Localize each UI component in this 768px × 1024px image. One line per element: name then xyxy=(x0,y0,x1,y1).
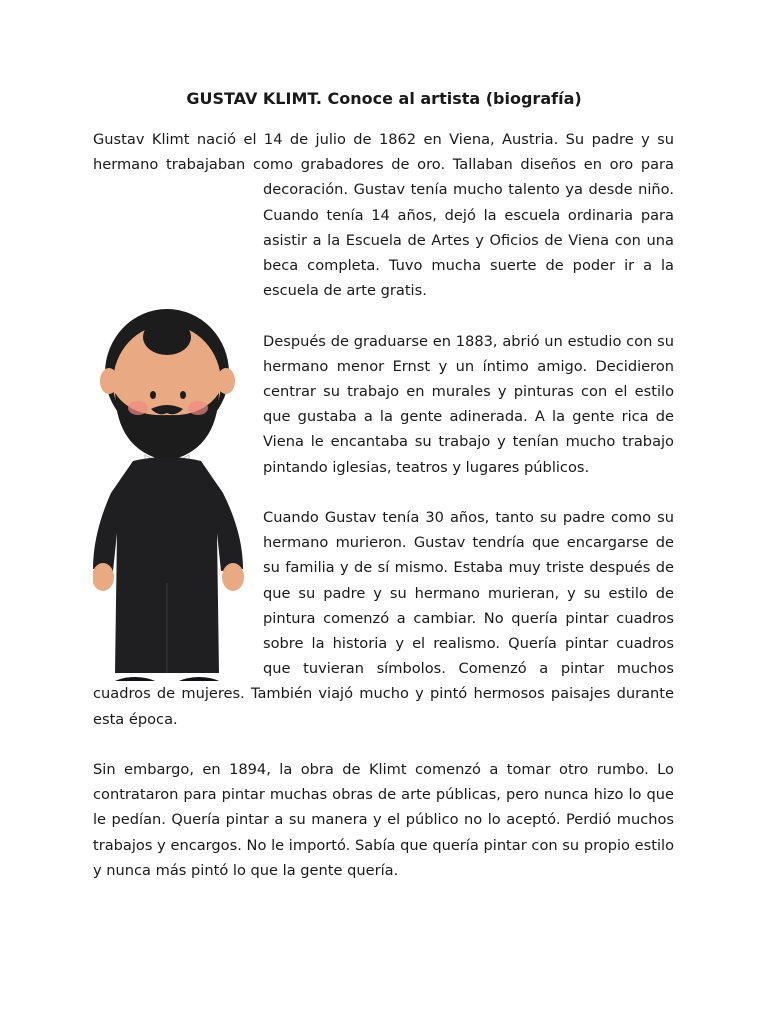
paragraph-1: Gustav Klimt nació el 14 de julio de 1862 en Viena, Austria. Su padre y su hermano trabajaban como grabadores de oro. Tallaban diseños en oro para decoración. Gustav tenía mucho talento ya desde niño. Cuando tenía 14 años, dejó la escuela ordinaria para asistir a la Escuela de Artes y Oficios de Viena con una beca completa. Tuvo mucha suerte de poder ir a la escuela de arte gratis. xyxy=(93,131,674,300)
page-title: GUSTAV KLIMT. Conoce al artista (biografía) xyxy=(186,89,582,108)
klimt-cartoon-figure-icon xyxy=(93,203,263,681)
paragraph-2: Después de graduarse en 1883, abrió un estudio con su hermano menor Ernst y un íntimo amigo. Decidieron centrar su trabajo en murales y pinturas con el estilo que gustaba a la gente adinerada. A la gente rica de Viena le encantaba su trabajo y tenían mucho trabajo pintando iglesias, teatros y lugares públicos. xyxy=(263,332,674,476)
article-body xyxy=(93,127,674,908)
paragraph-4: Sin embargo, en 1894, la obra de Klimt comenzó a tomar otro rumbo. Lo contrataron para pintar muchas obras de arte públicas, pero nunca hizo lo que le pedían. Quería pintar a su manera y el público no lo aceptó. Perdió muchos trabajos y encargos. No le importó. Sabía que quería pintar con su propio estilo y nunca más pintó lo que la gente quería. xyxy=(93,761,674,879)
paragraph-3: Cuando Gustav tenía 30 años, tanto su padre como su hermano murieron. Gustav tendría que encargarse de su familia y de sí mismo. Estaba muy triste después de que su padre y su hermano murieran, y su estilo de pintura comenzó a cambiar. No quería pintar cuadros sobre la historia y el realismo. Quería pintar cuadros que tuvieran símbolos. Comenzó a pintar muchos cuadros de mujeres. También viajó mucho y pintó hermosos paisajes durante esta época. xyxy=(93,509,674,728)
